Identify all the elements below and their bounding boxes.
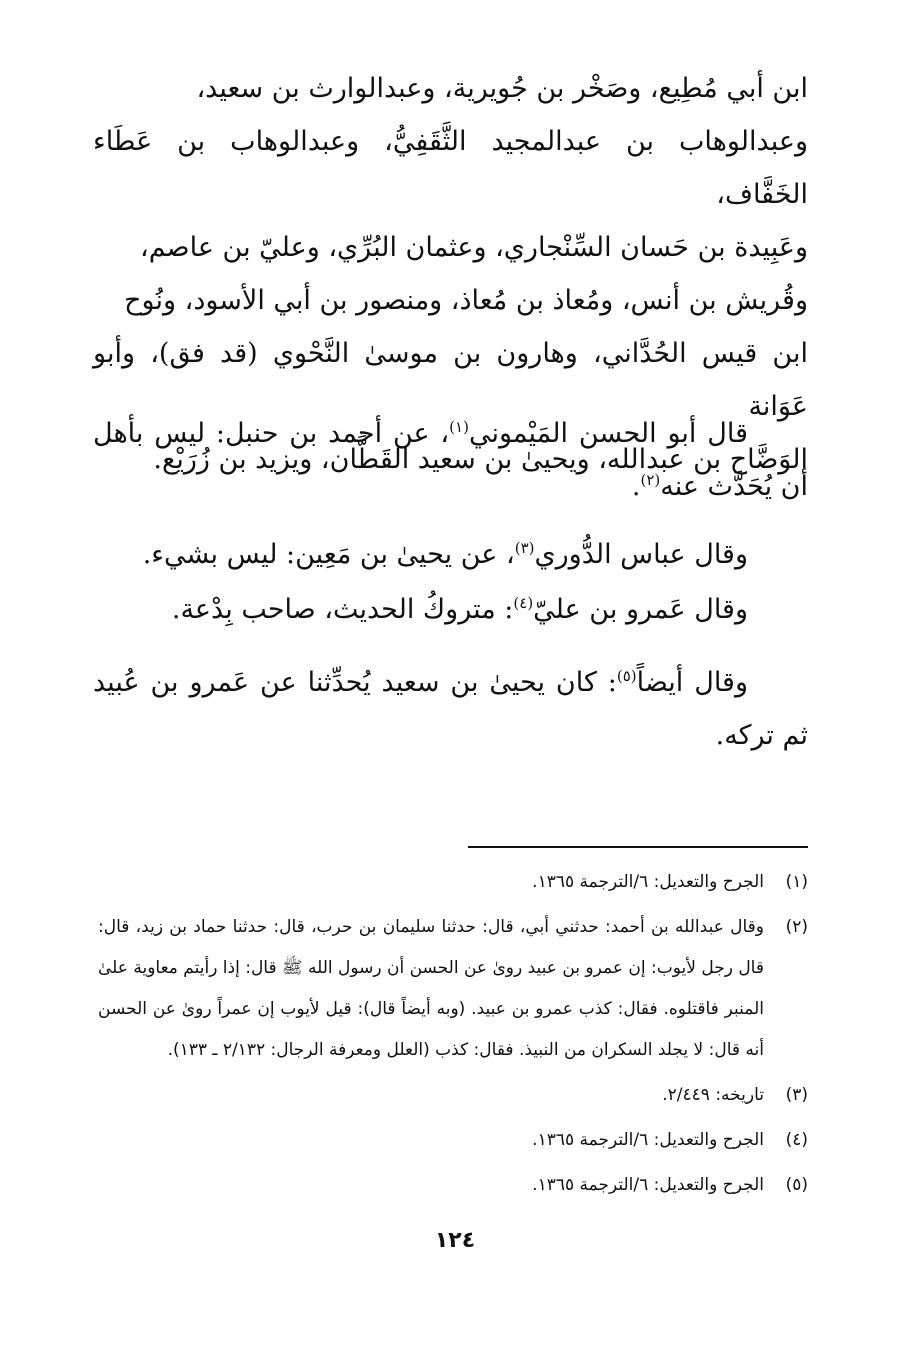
footnote-ref-3: (٣): [514, 539, 535, 557]
footnote-text: الجرح والتعديل: ٦/الترجمة ١٣٦٥.: [532, 1175, 764, 1195]
footnote-ref-5: (٥): [616, 667, 637, 685]
paragraph-text: ، عن يحيىٰ بن مَعِين: ليس بشيء.: [142, 539, 515, 570]
paragraph-line: ابن قيس الحُدَّاني، وهارون بن موسىٰ النَّحْوي (قد فق)، وأبو عَوَانة: [93, 338, 808, 422]
paragraph-line: وقُريش بن أنس، ومُعاذ بن مُعاذ، ومنصور بن أبي الأسود، ونُوح: [124, 285, 808, 316]
footnote-text: وقال عبدالله بن أحمد: حدثني أبي، قال: حدثنا سليمان بن حرب، قال: حدثنا حماد بن زيد، قال: قال رجل لأيوب: إن عمرو بن عبيد روىٰ عن الحسن أن رسول الله ﷺ قال: إذا رأيتم معاوية علىٰ المنبر فاقتلوه. فقال: كذب عمرو بن عبيد. (وبه أيضاً قال): قيل لأيوب إن عمراً روىٰ عن الحسن أنه قال: لا يجلد السكران من النبيذ. فقال: كذب (العلل ومعرفة الرجال: ٢/١٣٢ ـ ١٣٣).: [98, 917, 764, 1060]
main-paragraph-5: [93, 656, 808, 762]
paragraph-line: وعَبِيدة بن حَسان السِّنْجاري، وعثمان البُرِّي، وعليّ بن عاصم،: [139, 232, 808, 263]
footnotes-section: [98, 862, 808, 1210]
footnote-text: الجرح والتعديل: ٦/الترجمة ١٣٦٥.: [532, 1130, 764, 1150]
footnote-number: (٣): [785, 1085, 808, 1105]
main-paragraph-2: [93, 407, 808, 513]
paragraph-text: وقال عَمرو بن عليّ: [533, 594, 748, 625]
footnote-number: (١): [785, 872, 808, 892]
paragraph-line: الوَضَّاح بن عبدالله، ويحيىٰ بن سعيد القَطَّان، ويزيد بن زُرَيْع.: [153, 444, 808, 475]
paragraph-text: .: [631, 471, 641, 502]
paragraph-text: وقال عباس الدُّوري: [534, 539, 748, 570]
footnote-item: [98, 1165, 808, 1206]
footnote-ref-1: (١): [449, 418, 469, 436]
footnote-item: [98, 1075, 808, 1116]
main-paragraph-3: [93, 528, 808, 581]
footnote-divider: [468, 846, 808, 848]
footnote-number: (٥): [785, 1175, 808, 1195]
paragraph-text: : كان يحيىٰ بن سعيد يُحدِّثنا عن عَمرو بن عُبيد ثم تركه.: [93, 667, 808, 751]
footnote-ref-4: (٤): [513, 594, 534, 612]
footnote-number: (٤): [785, 1130, 808, 1150]
footnote-item: [98, 862, 808, 903]
paragraph-text: ، عن أحمد بن حنبل: ليس بأهل أن يُحَدَّث عنه: [93, 418, 808, 502]
paragraph-text: وقال أيضاً: [636, 667, 749, 698]
footnote-text: الجرح والتعديل: ٦/الترجمة ١٣٦٥.: [532, 872, 764, 892]
paragraph-line: ابن أبي مُطِيع، وصَخْر بن جُويرية، وعبدالوارث بن سعيد،: [196, 73, 808, 104]
footnote-text: تاريخه: ٢/٤٤٩.: [662, 1085, 764, 1105]
paragraph-text: قال أبو الحسن المَيْموني: [468, 418, 748, 449]
main-paragraph-4: [93, 583, 808, 636]
page-number: ١٢٤: [434, 1228, 476, 1253]
paragraph-text: : متروكُ الحديث، صاحب بِدْعة.: [171, 594, 514, 625]
footnote-item: [98, 907, 808, 1071]
paragraph-line: وعبدالوهاب بن عبدالمجيد الثَّقَفِيُّ، وعبدالوهاب بن عَطَاء الخَفَّاف،: [93, 126, 808, 210]
footnote-ref-2: (٢): [640, 471, 661, 489]
footnote-item: [98, 1120, 808, 1161]
footnote-number: (٢): [785, 917, 808, 937]
